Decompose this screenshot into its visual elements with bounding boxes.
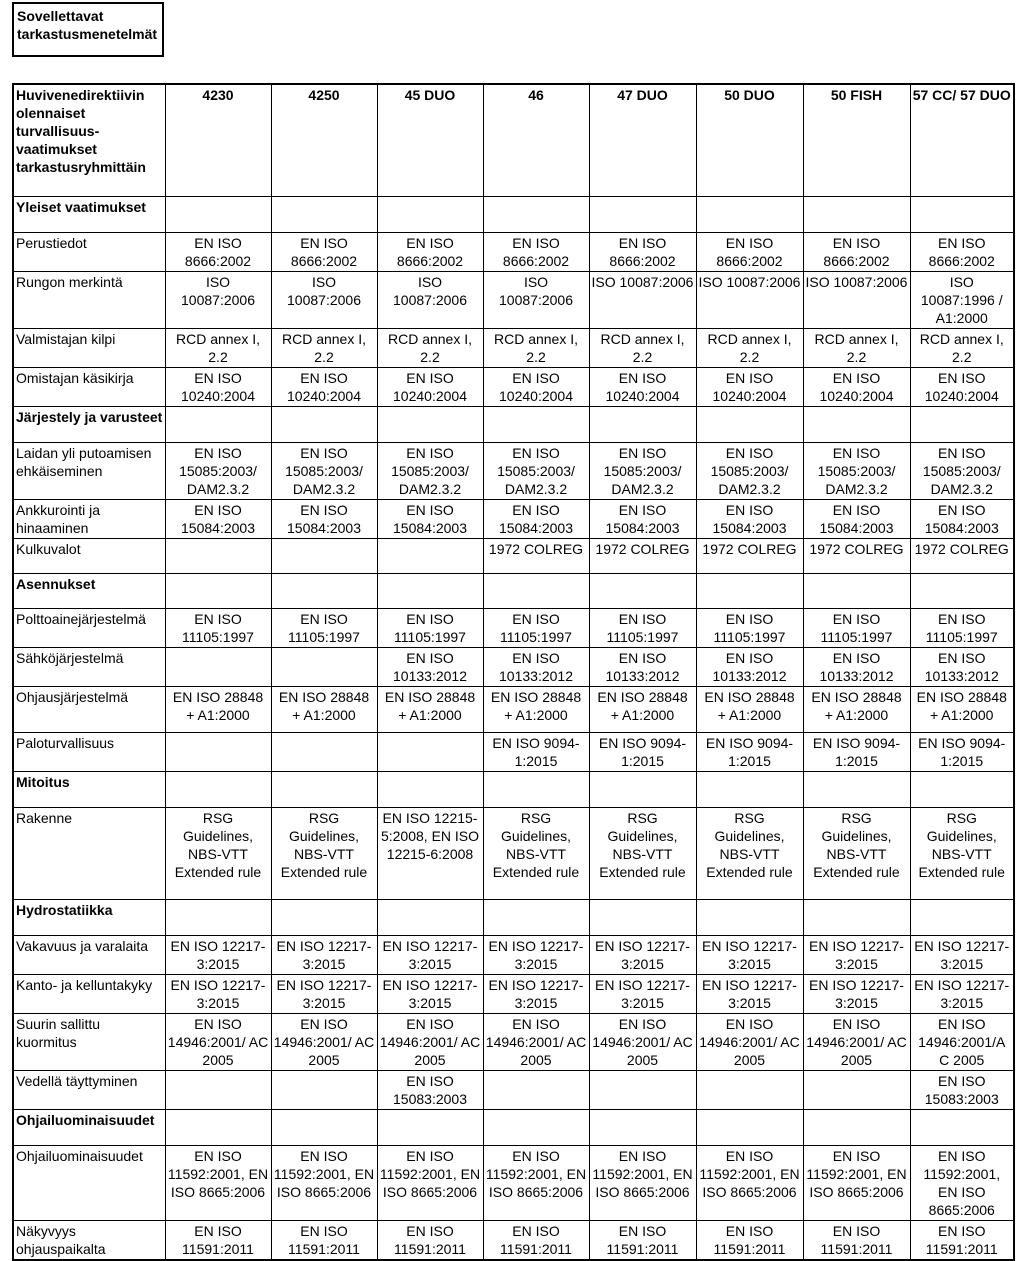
empty-cell xyxy=(483,1109,589,1145)
empty-cell xyxy=(377,573,483,608)
empty-cell xyxy=(483,899,589,935)
method-cell: EN ISO 10133:2012 xyxy=(483,647,589,686)
method-cell: EN ISO 8666:2002 xyxy=(803,232,910,271)
method-cell: EN ISO 9094-1:2015 xyxy=(696,732,803,771)
method-cell: RCD annex I, 2.2 xyxy=(803,328,910,367)
method-cell: EN ISO 11592:2001, EN ISO 8665:2006 xyxy=(696,1145,803,1220)
empty-cell xyxy=(377,899,483,935)
model-column-header: 50 DUO xyxy=(696,84,803,196)
method-cell: EN ISO 28848 + A1:2000 xyxy=(910,686,1014,732)
method-cell: EN ISO 15084:2003 xyxy=(910,499,1014,538)
method-cell: EN ISO 15085:2003/ DAM2.3.2 xyxy=(271,442,377,499)
method-cell: EN ISO 12217-3:2015 xyxy=(271,935,377,974)
method-cell: EN ISO 8666:2002 xyxy=(589,232,696,271)
empty-cell xyxy=(271,573,377,608)
requirement-label: Omistajan käsikirja xyxy=(13,367,165,406)
method-cell: EN ISO 28848 + A1:2000 xyxy=(165,686,271,732)
method-cell xyxy=(483,1070,589,1109)
method-cell: EN ISO 8666:2002 xyxy=(165,232,271,271)
method-cell: RSG Guidelines, NBS-VTT Extended rule xyxy=(483,807,589,899)
method-cell: EN ISO 28848 + A1:2000 xyxy=(589,686,696,732)
method-cell: EN ISO 11592:2001, EN ISO 8665:2006 xyxy=(271,1145,377,1220)
empty-cell xyxy=(910,1109,1014,1145)
section-row xyxy=(13,406,1014,442)
empty-cell xyxy=(910,899,1014,935)
empty-cell xyxy=(165,406,271,442)
empty-cell xyxy=(910,573,1014,608)
method-cell: EN ISO 11592:2001, EN ISO 8665:2006 xyxy=(803,1145,910,1220)
table-row xyxy=(13,974,1014,1013)
method-cell: EN ISO 12215-5:2008, EN ISO 12215-6:2008 xyxy=(377,807,483,899)
method-cell: EN ISO 15084:2003 xyxy=(165,499,271,538)
method-cell: EN ISO 11591:2011 xyxy=(377,1220,483,1260)
method-cell xyxy=(271,538,377,573)
method-cell: EN ISO 28848 + A1:2000 xyxy=(696,686,803,732)
table-row xyxy=(13,367,1014,406)
requirement-label: Ohjausjärjestelmä xyxy=(13,686,165,732)
table-row xyxy=(13,271,1014,328)
method-cell: RSG Guidelines, NBS-VTT Extended rule xyxy=(589,807,696,899)
method-cell xyxy=(165,1070,271,1109)
method-cell: EN ISO 8666:2002 xyxy=(910,232,1014,271)
method-cell: EN ISO 15084:2003 xyxy=(377,499,483,538)
table-header-row xyxy=(13,84,1014,196)
method-cell: EN ISO 11105:1997 xyxy=(377,608,483,647)
table-row xyxy=(13,1070,1014,1109)
section-title: Järjestely ja varusteet xyxy=(13,406,165,442)
table-row xyxy=(13,328,1014,367)
empty-cell xyxy=(377,771,483,807)
empty-cell xyxy=(165,573,271,608)
method-cell: RCD annex I, 2.2 xyxy=(483,328,589,367)
requirement-label: Rungon merkintä xyxy=(13,271,165,328)
method-cell: EN ISO 11105:1997 xyxy=(165,608,271,647)
empty-cell xyxy=(483,406,589,442)
method-cell xyxy=(271,1070,377,1109)
method-cell: 1972 COLREG xyxy=(483,538,589,573)
section-title: Hydrostatiikka xyxy=(13,899,165,935)
empty-cell xyxy=(589,573,696,608)
empty-cell xyxy=(271,1109,377,1145)
empty-cell xyxy=(910,406,1014,442)
empty-cell xyxy=(696,771,803,807)
empty-cell xyxy=(271,196,377,232)
empty-cell xyxy=(271,771,377,807)
method-cell: EN ISO 8666:2002 xyxy=(271,232,377,271)
method-cell: EN ISO 12217-3:2015 xyxy=(910,935,1014,974)
empty-cell xyxy=(803,573,910,608)
method-cell: EN ISO 12217-3:2015 xyxy=(589,935,696,974)
method-cell: EN ISO 10240:2004 xyxy=(483,367,589,406)
method-cell: EN ISO 11105:1997 xyxy=(696,608,803,647)
method-cell: EN ISO 12217-3:2015 xyxy=(696,974,803,1013)
table-row xyxy=(13,1013,1014,1070)
empty-cell xyxy=(696,196,803,232)
method-cell: ISO 10087:2006 xyxy=(696,271,803,328)
section-row xyxy=(13,771,1014,807)
empty-cell xyxy=(165,771,271,807)
method-cell xyxy=(271,732,377,771)
method-cell: EN ISO 12217-3:2015 xyxy=(803,974,910,1013)
table-row xyxy=(13,1220,1014,1260)
method-cell: EN ISO 10240:2004 xyxy=(803,367,910,406)
method-cell: EN ISO 12217-3:2015 xyxy=(483,974,589,1013)
model-column-header: 57 CC/ 57 DUO xyxy=(910,84,1014,196)
method-cell: EN ISO 14946:2001/ AC 2005 xyxy=(803,1013,910,1070)
empty-cell xyxy=(165,899,271,935)
section-row xyxy=(13,899,1014,935)
table-row xyxy=(13,1145,1014,1220)
method-cell xyxy=(271,647,377,686)
model-column-header: 50 FISH xyxy=(803,84,910,196)
requirement-label: Paloturvallisuus xyxy=(13,732,165,771)
requirement-label: Perustiedot xyxy=(13,232,165,271)
empty-cell xyxy=(589,406,696,442)
method-cell: EN ISO 11591:2011 xyxy=(803,1220,910,1260)
method-cell: EN ISO 14946:2001/ AC 2005 xyxy=(165,1013,271,1070)
table-row xyxy=(13,232,1014,271)
method-cell: EN ISO 15084:2003 xyxy=(271,499,377,538)
requirement-label: Näkyvyys ohjauspaikalta xyxy=(13,1220,165,1260)
method-cell: EN ISO 12217-3:2015 xyxy=(165,974,271,1013)
method-cell: RCD annex I, 2.2 xyxy=(377,328,483,367)
empty-cell xyxy=(589,771,696,807)
method-cell: EN ISO 14946:2001/ AC 2005 xyxy=(377,1013,483,1070)
requirement-label: Rakenne xyxy=(13,807,165,899)
table-row xyxy=(13,538,1014,573)
method-cell: RSG Guidelines, NBS-VTT Extended rule xyxy=(803,807,910,899)
table-row xyxy=(13,935,1014,974)
method-cell: EN ISO 11592:2001, EN ISO 8665:2006 xyxy=(483,1145,589,1220)
method-cell: ISO 10087:2006 xyxy=(483,271,589,328)
method-cell: 1972 COLREG xyxy=(803,538,910,573)
empty-cell xyxy=(271,406,377,442)
method-cell: EN ISO 10240:2004 xyxy=(910,367,1014,406)
method-cell: EN ISO 12217-3:2015 xyxy=(696,935,803,974)
method-cell: EN ISO 15085:2003/ DAM2.3.2 xyxy=(377,442,483,499)
empty-cell xyxy=(589,899,696,935)
empty-cell xyxy=(271,899,377,935)
requirement-label: Ohjailuominaisuudet xyxy=(13,1145,165,1220)
empty-cell xyxy=(589,196,696,232)
table-row xyxy=(13,442,1014,499)
method-cell: EN ISO 9094-1:2015 xyxy=(803,732,910,771)
method-cell: EN ISO 15084:2003 xyxy=(803,499,910,538)
method-cell: EN ISO 9094-1:2015 xyxy=(589,732,696,771)
method-cell: 1972 COLREG xyxy=(696,538,803,573)
method-cell: EN ISO 8666:2002 xyxy=(696,232,803,271)
method-cell: EN ISO 12217-3:2015 xyxy=(165,935,271,974)
method-cell: EN ISO 15083:2003 xyxy=(910,1070,1014,1109)
method-cell: EN ISO 14946:2001/ AC 2005 xyxy=(271,1013,377,1070)
method-cell: EN ISO 10133:2012 xyxy=(696,647,803,686)
empty-cell xyxy=(696,406,803,442)
requirements-column-header: Huvivenedirektiivin olennaiset turvallisuus-vaatimukset tarkastusryhmittäin xyxy=(13,84,165,196)
method-cell: ISO 10087:2006 xyxy=(589,271,696,328)
model-column-header: 46 xyxy=(483,84,589,196)
method-cell: EN ISO 10133:2012 xyxy=(803,647,910,686)
method-cell: EN ISO 10240:2004 xyxy=(377,367,483,406)
requirement-label: Sähköjärjestelmä xyxy=(13,647,165,686)
method-cell: EN ISO 10240:2004 xyxy=(696,367,803,406)
method-cell: EN ISO 15085:2003/ DAM2.3.2 xyxy=(696,442,803,499)
requirement-label: Vedellä täyttyminen xyxy=(13,1070,165,1109)
method-cell: ISO 10087:2006 xyxy=(377,271,483,328)
method-cell xyxy=(803,1070,910,1109)
method-cell: EN ISO 11105:1997 xyxy=(803,608,910,647)
method-cell: EN ISO 8666:2002 xyxy=(483,232,589,271)
method-cell: EN ISO 11592:2001, EN ISO 8665:2006 xyxy=(589,1145,696,1220)
empty-cell xyxy=(803,196,910,232)
section-title: Ohjailuominaisuudet xyxy=(13,1109,165,1145)
method-cell: ISO 10087:1996 / A1:2000 xyxy=(910,271,1014,328)
empty-cell xyxy=(696,899,803,935)
method-cell: EN ISO 11591:2011 xyxy=(165,1220,271,1260)
method-cell: 1972 COLREG xyxy=(910,538,1014,573)
method-cell: RCD annex I, 2.2 xyxy=(910,328,1014,367)
empty-cell xyxy=(910,196,1014,232)
method-cell xyxy=(165,647,271,686)
method-cell: RCD annex I, 2.2 xyxy=(696,328,803,367)
method-cell: EN ISO 9094-1:2015 xyxy=(483,732,589,771)
model-column-header: 45 DUO xyxy=(377,84,483,196)
method-cell: RSG Guidelines, NBS-VTT Extended rule xyxy=(271,807,377,899)
method-cell: EN ISO 11591:2011 xyxy=(696,1220,803,1260)
empty-cell xyxy=(910,771,1014,807)
empty-cell xyxy=(165,1109,271,1145)
empty-cell xyxy=(483,771,589,807)
empty-cell xyxy=(483,196,589,232)
requirement-label: Suurin sallittu kuormitus xyxy=(13,1013,165,1070)
section-title: Asennukset xyxy=(13,573,165,608)
empty-cell xyxy=(377,1109,483,1145)
method-cell: EN ISO 28848 + A1:2000 xyxy=(483,686,589,732)
model-column-header: 47 DUO xyxy=(589,84,696,196)
requirement-label: Laidan yli putoamisen ehkäiseminen xyxy=(13,442,165,499)
method-cell xyxy=(377,538,483,573)
requirement-label: Polttoainejärjestelmä xyxy=(13,608,165,647)
method-cell: EN ISO 12217-3:2015 xyxy=(589,974,696,1013)
method-cell: EN ISO 15085:2003/ DAM2.3.2 xyxy=(165,442,271,499)
method-cell: EN ISO 10133:2012 xyxy=(910,647,1014,686)
method-cell: EN ISO 11105:1997 xyxy=(589,608,696,647)
section-row xyxy=(13,1109,1014,1145)
method-cell: ISO 10087:2006 xyxy=(803,271,910,328)
requirement-label: Ankkurointi ja hinaaminen xyxy=(13,499,165,538)
empty-cell xyxy=(803,899,910,935)
method-cell: EN ISO 15085:2003/ DAM2.3.2 xyxy=(483,442,589,499)
method-cell: EN ISO 12217-3:2015 xyxy=(483,935,589,974)
method-cell: EN ISO 10240:2004 xyxy=(165,367,271,406)
section-title: Mitoitus xyxy=(13,771,165,807)
method-cell: EN ISO 28848 + A1:2000 xyxy=(377,686,483,732)
table-row xyxy=(13,686,1014,732)
table-row xyxy=(13,608,1014,647)
empty-cell xyxy=(696,573,803,608)
method-cell: EN ISO 14946:2001/ AC 2005 xyxy=(483,1013,589,1070)
model-column-header: 4250 xyxy=(271,84,377,196)
empty-cell xyxy=(377,406,483,442)
method-cell: EN ISO 12217-3:2015 xyxy=(803,935,910,974)
empty-cell xyxy=(803,406,910,442)
method-cell: EN ISO 15084:2003 xyxy=(589,499,696,538)
section-title: Yleiset vaatimukset xyxy=(13,196,165,232)
method-cell: EN ISO 10240:2004 xyxy=(271,367,377,406)
method-cell: EN ISO 12217-3:2015 xyxy=(271,974,377,1013)
method-cell: RCD annex I, 2.2 xyxy=(271,328,377,367)
method-cell: EN ISO 15083:2003 xyxy=(377,1070,483,1109)
method-cell: RCD annex I, 2.2 xyxy=(589,328,696,367)
method-cell: ISO 10087:2006 xyxy=(271,271,377,328)
method-cell xyxy=(589,1070,696,1109)
empty-cell xyxy=(803,771,910,807)
method-cell: EN ISO 12217-3:2015 xyxy=(910,974,1014,1013)
method-cell: EN ISO 10133:2012 xyxy=(589,647,696,686)
method-cell: EN ISO 11591:2011 xyxy=(589,1220,696,1260)
method-cell xyxy=(165,538,271,573)
section-row xyxy=(13,573,1014,608)
method-cell: EN ISO 12217-3:2015 xyxy=(377,935,483,974)
method-cell: RSG Guidelines, NBS-VTT Extended rule xyxy=(165,807,271,899)
table-row xyxy=(13,499,1014,538)
method-cell: EN ISO 14946:2001/ AC 2005 xyxy=(696,1013,803,1070)
method-cell: EN ISO 15084:2003 xyxy=(696,499,803,538)
table-row xyxy=(13,647,1014,686)
method-cell: EN ISO 14946:2001/ AC 2005 xyxy=(589,1013,696,1070)
section-row xyxy=(13,196,1014,232)
empty-cell xyxy=(589,1109,696,1145)
requirement-label: Valmistajan kilpi xyxy=(13,328,165,367)
method-cell: ISO 10087:2006 xyxy=(165,271,271,328)
method-cell: EN ISO 9094-1:2015 xyxy=(910,732,1014,771)
method-cell: EN ISO 28848 + A1:2000 xyxy=(803,686,910,732)
empty-cell xyxy=(803,1109,910,1145)
method-cell: EN ISO 8666:2002 xyxy=(377,232,483,271)
document-title: Sovellettavat tarkastusmenetelmät xyxy=(12,2,164,57)
method-cell: RCD annex I, 2.2 xyxy=(165,328,271,367)
method-cell: EN ISO 11591:2011 xyxy=(910,1220,1014,1260)
method-cell: EN ISO 14946:2001/A C 2005 xyxy=(910,1013,1014,1070)
method-cell: EN ISO 10133:2012 xyxy=(377,647,483,686)
method-cell xyxy=(377,732,483,771)
method-cell: EN ISO 12217-3:2015 xyxy=(377,974,483,1013)
table-row xyxy=(13,807,1014,899)
method-cell: EN ISO 11591:2011 xyxy=(483,1220,589,1260)
method-cell: EN ISO 15085:2003/ DAM2.3.2 xyxy=(910,442,1014,499)
empty-cell xyxy=(377,196,483,232)
method-cell: RSG Guidelines, NBS-VTT Extended rule xyxy=(910,807,1014,899)
method-cell xyxy=(165,732,271,771)
method-cell: RSG Guidelines, NBS-VTT Extended rule xyxy=(696,807,803,899)
inspection-methods-table xyxy=(12,83,1015,1261)
empty-cell xyxy=(696,1109,803,1145)
method-cell xyxy=(696,1070,803,1109)
method-cell: EN ISO 28848 + A1:2000 xyxy=(271,686,377,732)
method-cell: EN ISO 15085:2003/ DAM2.3.2 xyxy=(589,442,696,499)
method-cell: EN ISO 11591:2011 xyxy=(271,1220,377,1260)
method-cell: EN ISO 11592:2001, EN ISO 8665:2006 xyxy=(377,1145,483,1220)
method-cell: EN ISO 10240:2004 xyxy=(589,367,696,406)
method-cell: EN ISO 15085:2003/ DAM2.3.2 xyxy=(803,442,910,499)
method-cell: EN ISO 11105:1997 xyxy=(271,608,377,647)
method-cell: 1972 COLREG xyxy=(589,538,696,573)
method-cell: EN ISO 15084:2003 xyxy=(483,499,589,538)
table-row xyxy=(13,732,1014,771)
requirement-label: Kanto- ja kelluntakyky xyxy=(13,974,165,1013)
empty-cell xyxy=(483,573,589,608)
method-cell: EN ISO 11105:1997 xyxy=(483,608,589,647)
method-cell: EN ISO 11592:2001, EN ISO 8665:2006 xyxy=(910,1145,1014,1220)
method-cell: EN ISO 11105:1997 xyxy=(910,608,1014,647)
method-cell: EN ISO 11592:2001, EN ISO 8665:2006 xyxy=(165,1145,271,1220)
model-column-header: 4230 xyxy=(165,84,271,196)
requirement-label: Kulkuvalot xyxy=(13,538,165,573)
empty-cell xyxy=(165,196,271,232)
requirement-label: Vakavuus ja varalaita xyxy=(13,935,165,974)
